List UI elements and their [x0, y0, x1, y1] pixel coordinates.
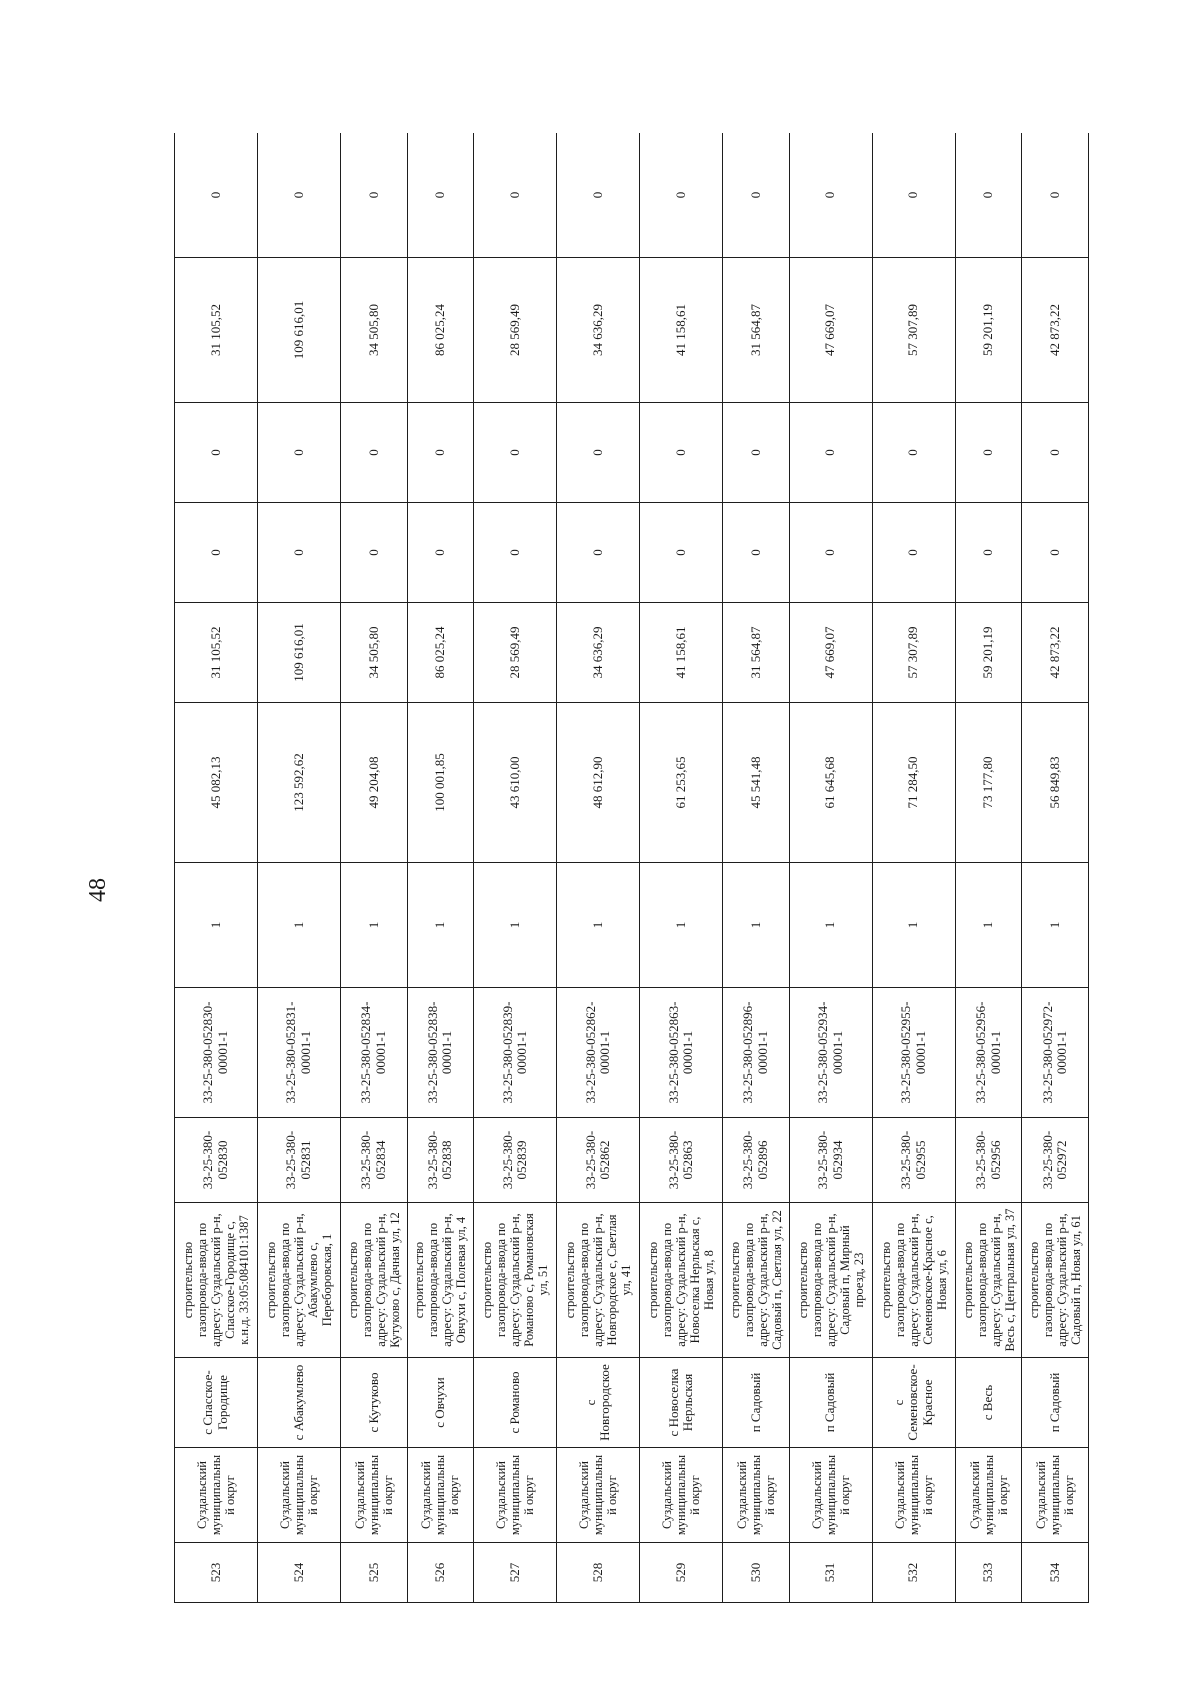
project-code-cell: 33-25-380-052831-00001-1 — [257, 988, 340, 1118]
table-row — [407, 133, 474, 1603]
quantity-cell: 1 — [723, 863, 790, 988]
municipality-cell: Суздальский муниципальны й округ — [723, 1448, 790, 1543]
total-cost-cell: 73 177,80 — [955, 703, 1022, 863]
row-number-cell: 532 — [872, 1543, 955, 1603]
cost-c-cell: 0 — [872, 403, 955, 503]
cost-b-cell: 0 — [407, 503, 474, 603]
cost-b-cell: 0 — [789, 503, 872, 603]
cost-c-cell: 0 — [723, 403, 790, 503]
project-code-cell: 33-25-380-052838-00001-1 — [407, 988, 474, 1118]
table-row — [640, 133, 723, 1603]
cost-d-cell: 109 616,01 — [257, 258, 340, 403]
total-cost-cell: 45 541,48 — [723, 703, 790, 863]
municipality-cell: Суздальский муниципальны й округ — [474, 1448, 557, 1543]
description-cell: строительство газопровода-ввода по адресу: Суздальский р-н, Весь с, Центральная ул, 37 — [955, 1203, 1022, 1358]
municipality-cell: Суздальский муниципальны й округ — [955, 1448, 1022, 1543]
project-code-cell: 33-25-380-052862-00001-1 — [557, 988, 640, 1118]
description-cell: строительство газопровода-ввода по адресу: Суздальский р-н, Садовый п, Новая ул, 61 — [1022, 1203, 1089, 1358]
description-cell: строительство газопровода-ввода по адресу: Суздальский р-н, Спасское-Городище с, к.н.д. 33:05:084101:1387 — [175, 1203, 258, 1358]
quantity-cell: 1 — [789, 863, 872, 988]
row-number-cell: 530 — [723, 1543, 790, 1603]
total-cost-cell: 100 001,85 — [407, 703, 474, 863]
cost-d-cell: 86 025,24 — [407, 258, 474, 403]
object-code-cell: 33-25-380-052955 — [872, 1118, 955, 1203]
cost-d-cell: 31 105,52 — [175, 258, 258, 403]
cost-a-cell: 31 564,87 — [723, 603, 790, 703]
description-cell: строительство газопровода-ввода по адресу: Суздальский р-н, Садовый п, Светлая ул, 22 — [723, 1203, 790, 1358]
cost-e-cell: 0 — [557, 133, 640, 258]
rotated-table-frame — [174, 133, 1089, 1603]
cost-b-cell: 0 — [257, 503, 340, 603]
cost-b-cell: 0 — [1022, 503, 1089, 603]
total-cost-cell: 71 284,50 — [872, 703, 955, 863]
cost-d-cell: 34 636,29 — [557, 258, 640, 403]
cost-b-cell: 0 — [872, 503, 955, 603]
cost-b-cell: 0 — [640, 503, 723, 603]
cost-a-cell: 47 669,07 — [789, 603, 872, 703]
cost-a-cell: 59 201,19 — [955, 603, 1022, 703]
cost-c-cell: 0 — [474, 403, 557, 503]
table-row — [789, 133, 872, 1603]
total-cost-cell: 43 610,00 — [474, 703, 557, 863]
project-code-cell: 33-25-380-052934-00001-1 — [789, 988, 872, 1118]
cost-c-cell: 0 — [557, 403, 640, 503]
object-code-cell: 33-25-380-052838 — [407, 1118, 474, 1203]
cost-e-cell: 0 — [955, 133, 1022, 258]
cost-e-cell: 0 — [640, 133, 723, 258]
cost-b-cell: 0 — [723, 503, 790, 603]
settlement-cell: с Овчухи — [407, 1358, 474, 1448]
quantity-cell: 1 — [257, 863, 340, 988]
cost-c-cell: 0 — [789, 403, 872, 503]
settlement-cell: с Кутуково — [340, 1358, 407, 1448]
municipality-cell: Суздальский муниципальны й округ — [175, 1448, 258, 1543]
quantity-cell: 1 — [955, 863, 1022, 988]
cost-c-cell: 0 — [640, 403, 723, 503]
row-number-cell: 523 — [175, 1543, 258, 1603]
object-code-cell: 33-25-380-052830 — [175, 1118, 258, 1203]
quantity-cell: 1 — [872, 863, 955, 988]
cost-a-cell: 34 636,29 — [557, 603, 640, 703]
settlement-cell: с Семеновское-Красное — [872, 1358, 955, 1448]
project-code-cell: 33-25-380-052956-00001-1 — [955, 988, 1022, 1118]
cost-e-cell: 0 — [1022, 133, 1089, 258]
object-code-cell: 33-25-380-052896 — [723, 1118, 790, 1203]
page-number: 48 — [85, 878, 111, 902]
object-code-cell: 33-25-380-052834 — [340, 1118, 407, 1203]
table-holder — [174, 133, 1089, 1603]
settlement-cell: п Садовый — [1022, 1358, 1089, 1448]
table-row — [557, 133, 640, 1603]
cost-a-cell: 86 025,24 — [407, 603, 474, 703]
description-cell: строительство газопровода-ввода по адресу: Суздальский р-н, Садовый п, Мирный проезд, 23 — [789, 1203, 872, 1358]
total-cost-cell: 45 082,13 — [175, 703, 258, 863]
row-number-cell: 527 — [474, 1543, 557, 1603]
cost-e-cell: 0 — [474, 133, 557, 258]
row-number-cell: 534 — [1022, 1543, 1089, 1603]
project-code-cell: 33-25-380-052955-00001-1 — [872, 988, 955, 1118]
quantity-cell: 1 — [175, 863, 258, 988]
object-code-cell: 33-25-380-052839 — [474, 1118, 557, 1203]
registry-table — [174, 133, 1089, 1603]
cost-d-cell: 59 201,19 — [955, 258, 1022, 403]
settlement-cell: с Абакумлево — [257, 1358, 340, 1448]
cost-d-cell: 42 873,22 — [1022, 258, 1089, 403]
cost-b-cell: 0 — [955, 503, 1022, 603]
object-code-cell: 33-25-380-052831 — [257, 1118, 340, 1203]
cost-b-cell: 0 — [474, 503, 557, 603]
cost-a-cell: 34 505,80 — [340, 603, 407, 703]
table-row — [1022, 133, 1089, 1603]
description-cell: строительство газопровода-ввода по адресу: Суздальский р-н, Новоселка Нерльская с, Новая ул, 8 — [640, 1203, 723, 1358]
project-code-cell: 33-25-380-052830-00001-1 — [175, 988, 258, 1118]
row-number-cell: 533 — [955, 1543, 1022, 1603]
cost-b-cell: 0 — [340, 503, 407, 603]
cost-d-cell: 41 158,61 — [640, 258, 723, 403]
cost-e-cell: 0 — [340, 133, 407, 258]
cost-b-cell: 0 — [557, 503, 640, 603]
object-code-cell: 33-25-380-052863 — [640, 1118, 723, 1203]
total-cost-cell: 48 612,90 — [557, 703, 640, 863]
municipality-cell: Суздальский муниципальны й округ — [1022, 1448, 1089, 1543]
description-cell: строительство газопровода-ввода по адресу: Суздальский р-н, Овчухи с, Полевая ул, 4 — [407, 1203, 474, 1358]
description-cell: строительство газопровода-ввода по адресу: Суздальский р-н, Новгородское с, Светлая ул, 41 — [557, 1203, 640, 1358]
table-row — [955, 133, 1022, 1603]
cost-b-cell: 0 — [175, 503, 258, 603]
table-row — [257, 133, 340, 1603]
municipality-cell: Суздальский муниципальны й округ — [407, 1448, 474, 1543]
table-row — [872, 133, 955, 1603]
table-body — [175, 133, 1089, 1603]
row-number-cell: 531 — [789, 1543, 872, 1603]
quantity-cell: 1 — [474, 863, 557, 988]
cost-e-cell: 0 — [257, 133, 340, 258]
settlement-cell: с Новоселка Нерльская — [640, 1358, 723, 1448]
cost-c-cell: 0 — [407, 403, 474, 503]
municipality-cell: Суздальский муниципальны й округ — [872, 1448, 955, 1543]
total-cost-cell: 56 849,83 — [1022, 703, 1089, 863]
cost-a-cell: 109 616,01 — [257, 603, 340, 703]
total-cost-cell: 61 645,68 — [789, 703, 872, 863]
row-number-cell: 526 — [407, 1543, 474, 1603]
row-number-cell: 524 — [257, 1543, 340, 1603]
settlement-cell: с Романово — [474, 1358, 557, 1448]
cost-c-cell: 0 — [1022, 403, 1089, 503]
cost-c-cell: 0 — [340, 403, 407, 503]
quantity-cell: 1 — [340, 863, 407, 988]
cost-e-cell: 0 — [407, 133, 474, 258]
settlement-cell: с Новгородское — [557, 1358, 640, 1448]
project-code-cell: 33-25-380-052863-00001-1 — [640, 988, 723, 1118]
municipality-cell: Суздальский муниципальны й округ — [557, 1448, 640, 1543]
quantity-cell: 1 — [557, 863, 640, 988]
table-row — [474, 133, 557, 1603]
total-cost-cell: 49 204,08 — [340, 703, 407, 863]
table-row — [723, 133, 790, 1603]
municipality-cell: Суздальский муниципальны й округ — [340, 1448, 407, 1543]
table-row — [340, 133, 407, 1603]
cost-a-cell: 31 105,52 — [175, 603, 258, 703]
total-cost-cell: 61 253,65 — [640, 703, 723, 863]
municipality-cell: Суздальский муниципальны й округ — [640, 1448, 723, 1543]
municipality-cell: Суздальский муниципальны й округ — [257, 1448, 340, 1543]
cost-e-cell: 0 — [789, 133, 872, 258]
cost-c-cell: 0 — [257, 403, 340, 503]
cost-d-cell: 28 569,49 — [474, 258, 557, 403]
settlement-cell: п Садовый — [789, 1358, 872, 1448]
cost-a-cell: 41 158,61 — [640, 603, 723, 703]
object-code-cell: 33-25-380-052972 — [1022, 1118, 1089, 1203]
description-cell: строительство газопровода-ввода по адресу: Суздальский р-н, Семеновское-Красное с, Новая ул, 6 — [872, 1203, 955, 1358]
description-cell: строительство газопровода-ввода по адресу: Суздальский р-н, Кутуково с, Дачная ул, 12 — [340, 1203, 407, 1358]
project-code-cell: 33-25-380-052834-00001-1 — [340, 988, 407, 1118]
cost-d-cell: 47 669,07 — [789, 258, 872, 403]
cost-a-cell: 42 873,22 — [1022, 603, 1089, 703]
cost-d-cell: 57 307,89 — [872, 258, 955, 403]
row-number-cell: 529 — [640, 1543, 723, 1603]
object-code-cell: 33-25-380-052934 — [789, 1118, 872, 1203]
cost-e-cell: 0 — [872, 133, 955, 258]
cost-d-cell: 31 564,87 — [723, 258, 790, 403]
object-code-cell: 33-25-380-052956 — [955, 1118, 1022, 1203]
cost-d-cell: 34 505,80 — [340, 258, 407, 403]
description-cell: строительство газопровода-ввода по адресу: Суздальский р-н, Романово с, Романовская ул, 51 — [474, 1203, 557, 1358]
row-number-cell: 525 — [340, 1543, 407, 1603]
cost-c-cell: 0 — [955, 403, 1022, 503]
settlement-cell: с Спасское-Городище — [175, 1358, 258, 1448]
cost-a-cell: 57 307,89 — [872, 603, 955, 703]
project-code-cell: 33-25-380-052839-00001-1 — [474, 988, 557, 1118]
quantity-cell: 1 — [640, 863, 723, 988]
project-code-cell: 33-25-380-052896-00001-1 — [723, 988, 790, 1118]
cost-c-cell: 0 — [175, 403, 258, 503]
quantity-cell: 1 — [1022, 863, 1089, 988]
cost-e-cell: 0 — [175, 133, 258, 258]
cost-e-cell: 0 — [723, 133, 790, 258]
description-cell: строительство газопровода-ввода по адресу: Суздальский р-н, Абакумлево с, Переборовская, 1 — [257, 1203, 340, 1358]
total-cost-cell: 123 592,62 — [257, 703, 340, 863]
settlement-cell: п Садовый — [723, 1358, 790, 1448]
table-row — [175, 133, 258, 1603]
project-code-cell: 33-25-380-052972-00001-1 — [1022, 988, 1089, 1118]
municipality-cell: Суздальский муниципальны й округ — [789, 1448, 872, 1543]
row-number-cell: 528 — [557, 1543, 640, 1603]
object-code-cell: 33-25-380-052862 — [557, 1118, 640, 1203]
cost-a-cell: 28 569,49 — [474, 603, 557, 703]
settlement-cell: с Весь — [955, 1358, 1022, 1448]
quantity-cell: 1 — [407, 863, 474, 988]
